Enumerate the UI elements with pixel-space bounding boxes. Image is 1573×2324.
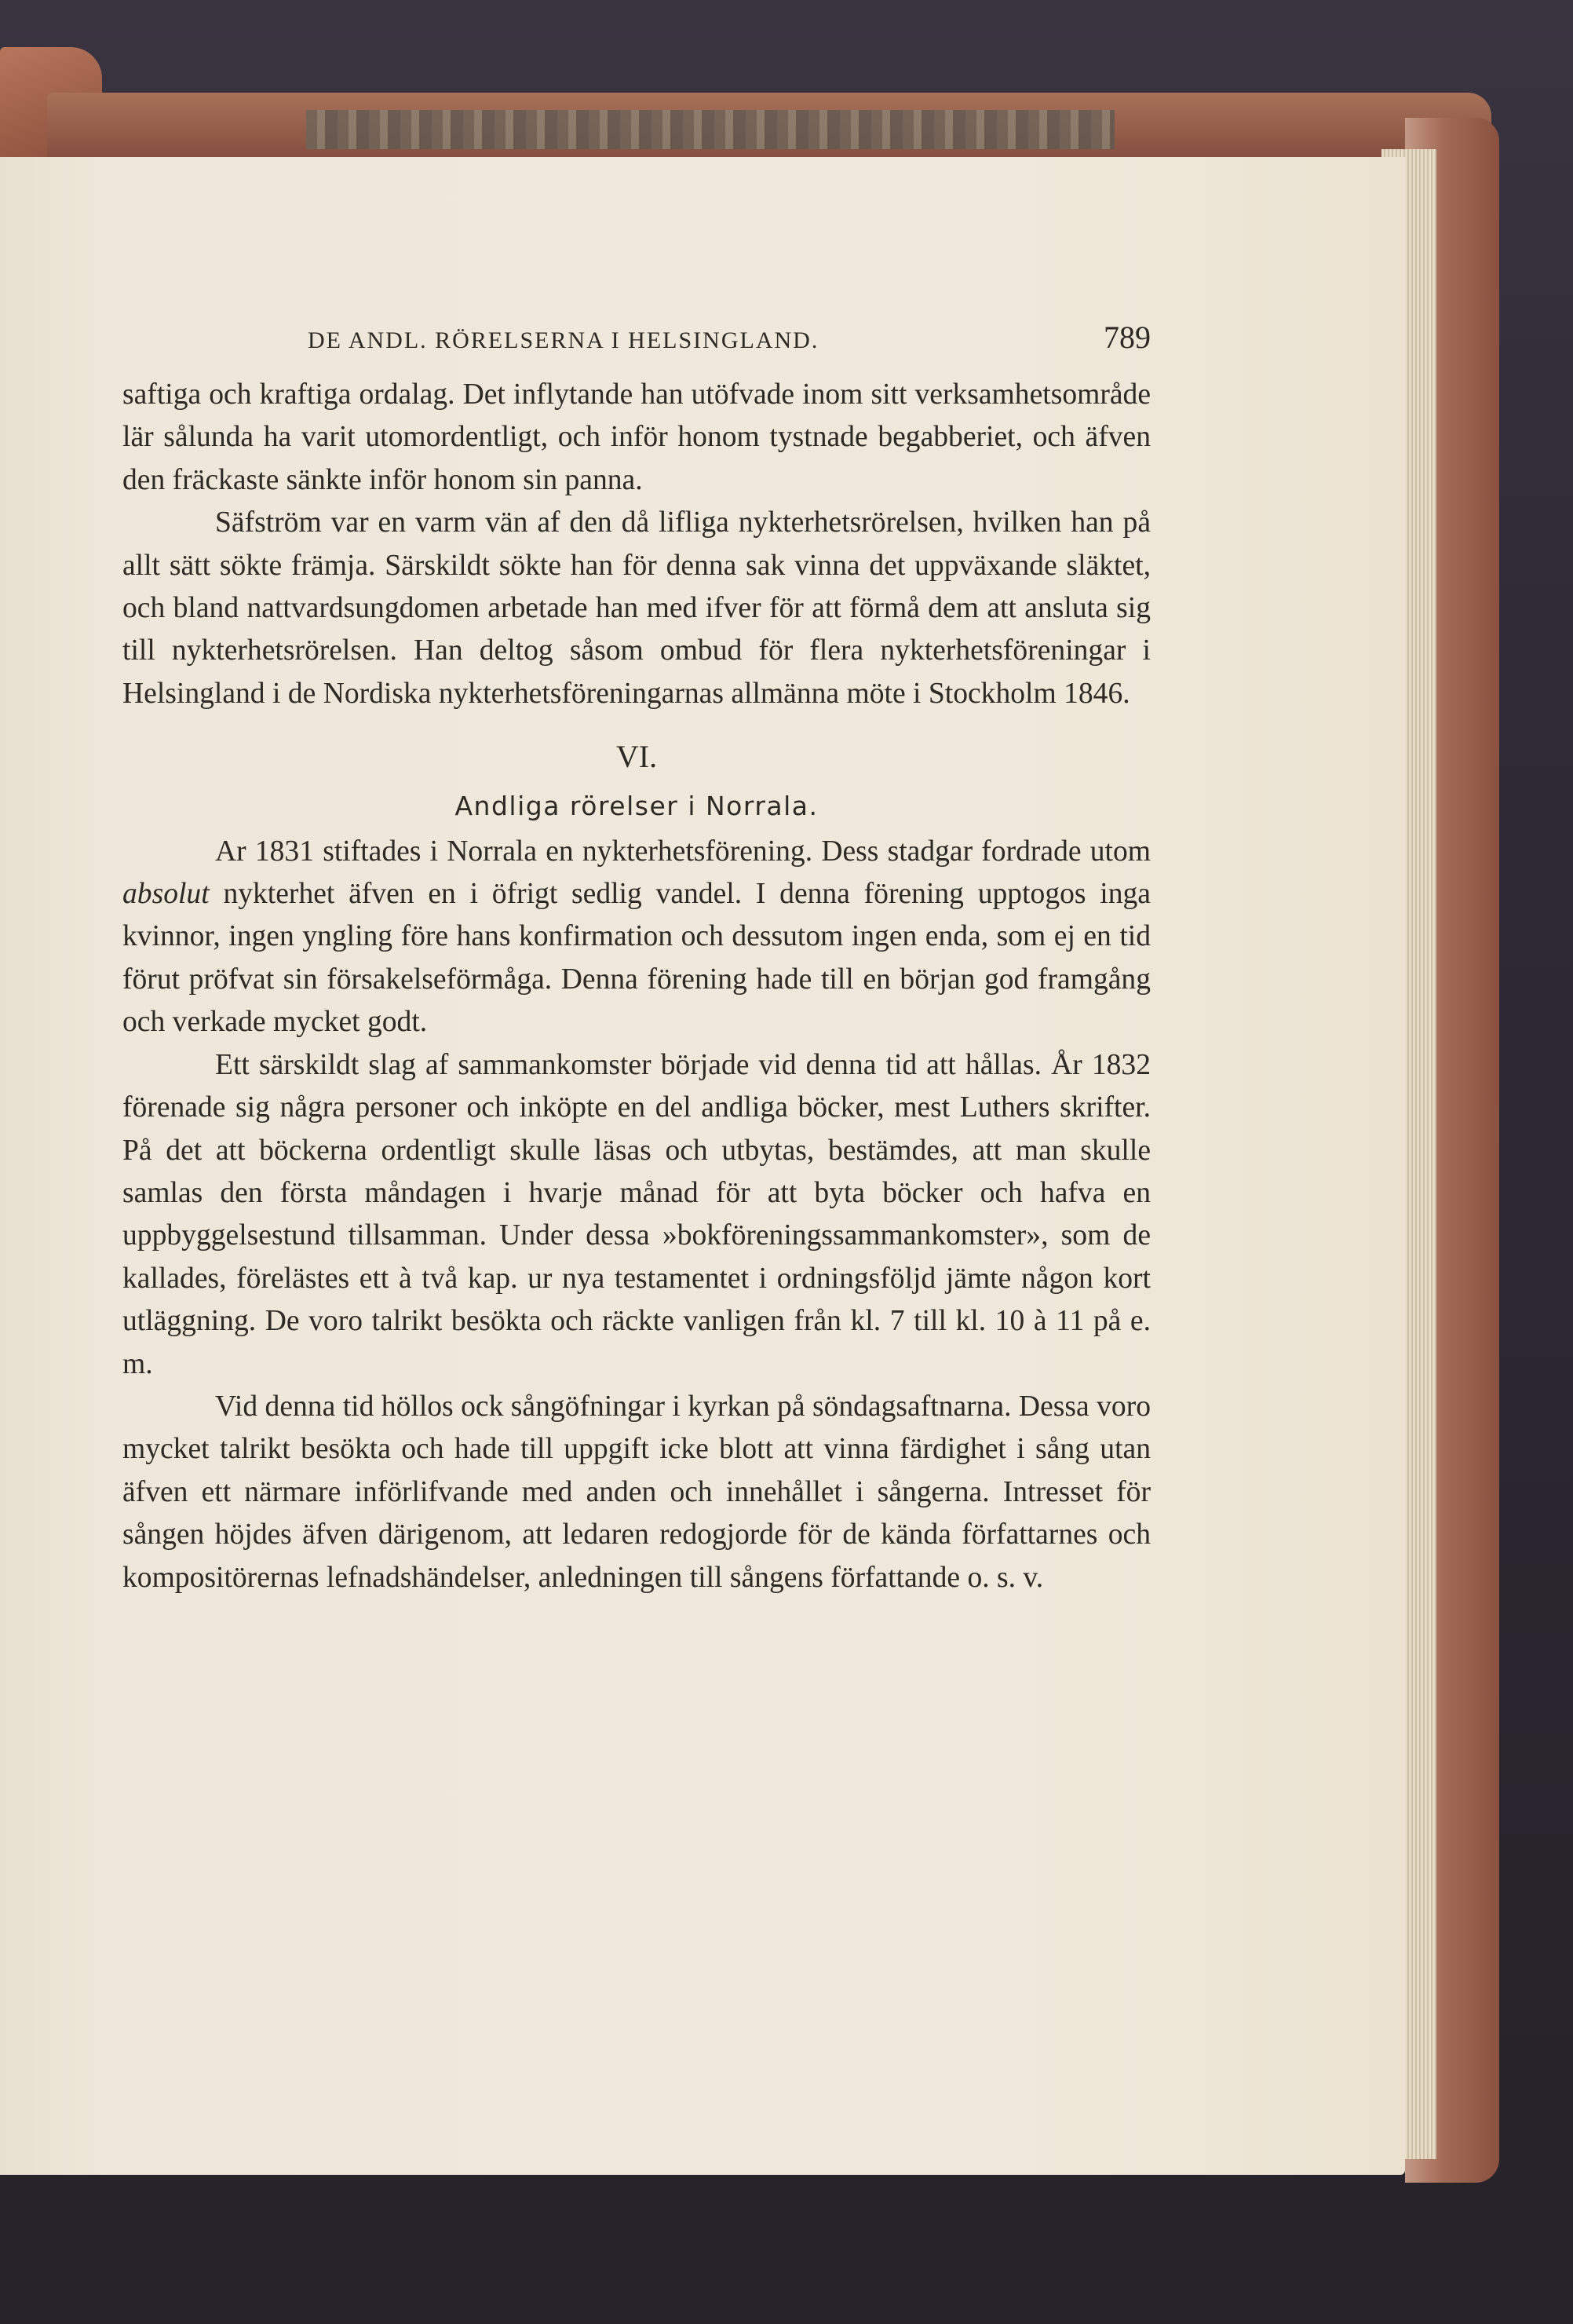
cover-decoration — [306, 110, 1115, 149]
paragraph: saftiga och kraftiga ordalag. Det inflytande han utöfvade inom sitt verksamhetsområde lär sålunda ha varit utomordentligt, och inför honom tystnade begabberiet, och äfven den fräckaste sänkte inför honom sin panna. — [122, 378, 1151, 496]
running-head — [122, 319, 1151, 356]
paragraph-text: nykterhet äfven en i öfrigt sedlig vandel. I denna förening upptogos inga kvinnor, ingen yngling före hans konfirmation och dessutom ingen enda, som ej en tid förut pröfvat sin försakelseförmåga. Denna förening hade till en början god framgång och verkade mycket godt. — [122, 878, 1151, 1039]
page-number: 789 — [1104, 320, 1151, 355]
chapter-title: Andliga rörelser i Norrala. — [454, 790, 819, 821]
book-page — [0, 157, 1405, 2175]
paragraph — [122, 831, 1151, 1044]
paragraph: Säfström var en varm vän af den då lifliga nykterhetsrörelsen, hvilken han på allt sätt sökte främja. Särskildt sökte han för denna sak vinna det uppväxande släktet, och bland nattvardsungdomen arbetade han med ifver för att förmå dem att ansluta sig till nykterhetsrörelsen. Han deltog såsom ombud för flera nykterhetsföreningar i Helsingland i de Nordiska nykterhetsföreningarnas allmänna möte i Stockholm 1846. — [122, 506, 1151, 710]
paragraph-text: Ar 1831 stiftades i Norrala en nykterhetsförening. Dess stadgar fordrade utom — [215, 835, 1151, 868]
chapter-number: VI. — [615, 739, 658, 775]
paragraph: Ett särskildt slag af sammankomster började vid denna tid att hållas. År 1832 förenade sig några personer och inköpte en del andliga böcker, mest Luthers skrifter. På det att böckerna ordentligt skulle läsas och utbytas, bestämdes, att man skulle samlas den första måndagen i hvarje månad för att byta böcker och hafva en uppbyggelsestund tillsamman. Under dessa »bokföreningssammankomster», som de kallades, förelästes ett à två kap. ur nya testamentet i ordningsföljd jämte någon kort utläggning. De voro talrikt besökta och räckte vanligen från kl. 7 till kl. 10 à 11 på e. m. — [122, 1048, 1151, 1380]
paragraph: Vid denna tid höllos ock sångöfningar i kyrkan på söndagsaftnarna. Dessa voro mycket talrikt besökta och hade till uppgift icke blott att vinna färdighet i sång utan äfven ett närmare införlifvande med anden och innehållet i sångerna. Intresset för sången höjdes äfven därigenom, att ledaren redogjorde för de kända författarnes och kompositörernas lefnadshändelser, anledningen till sångens författande o. s. v. — [122, 1390, 1151, 1594]
emphasized-word: absolut — [122, 878, 210, 911]
body-text — [122, 374, 1151, 1599]
running-head-title: DE ANDL. RÖRELSERNA I HELSINGLAND. — [308, 327, 819, 353]
